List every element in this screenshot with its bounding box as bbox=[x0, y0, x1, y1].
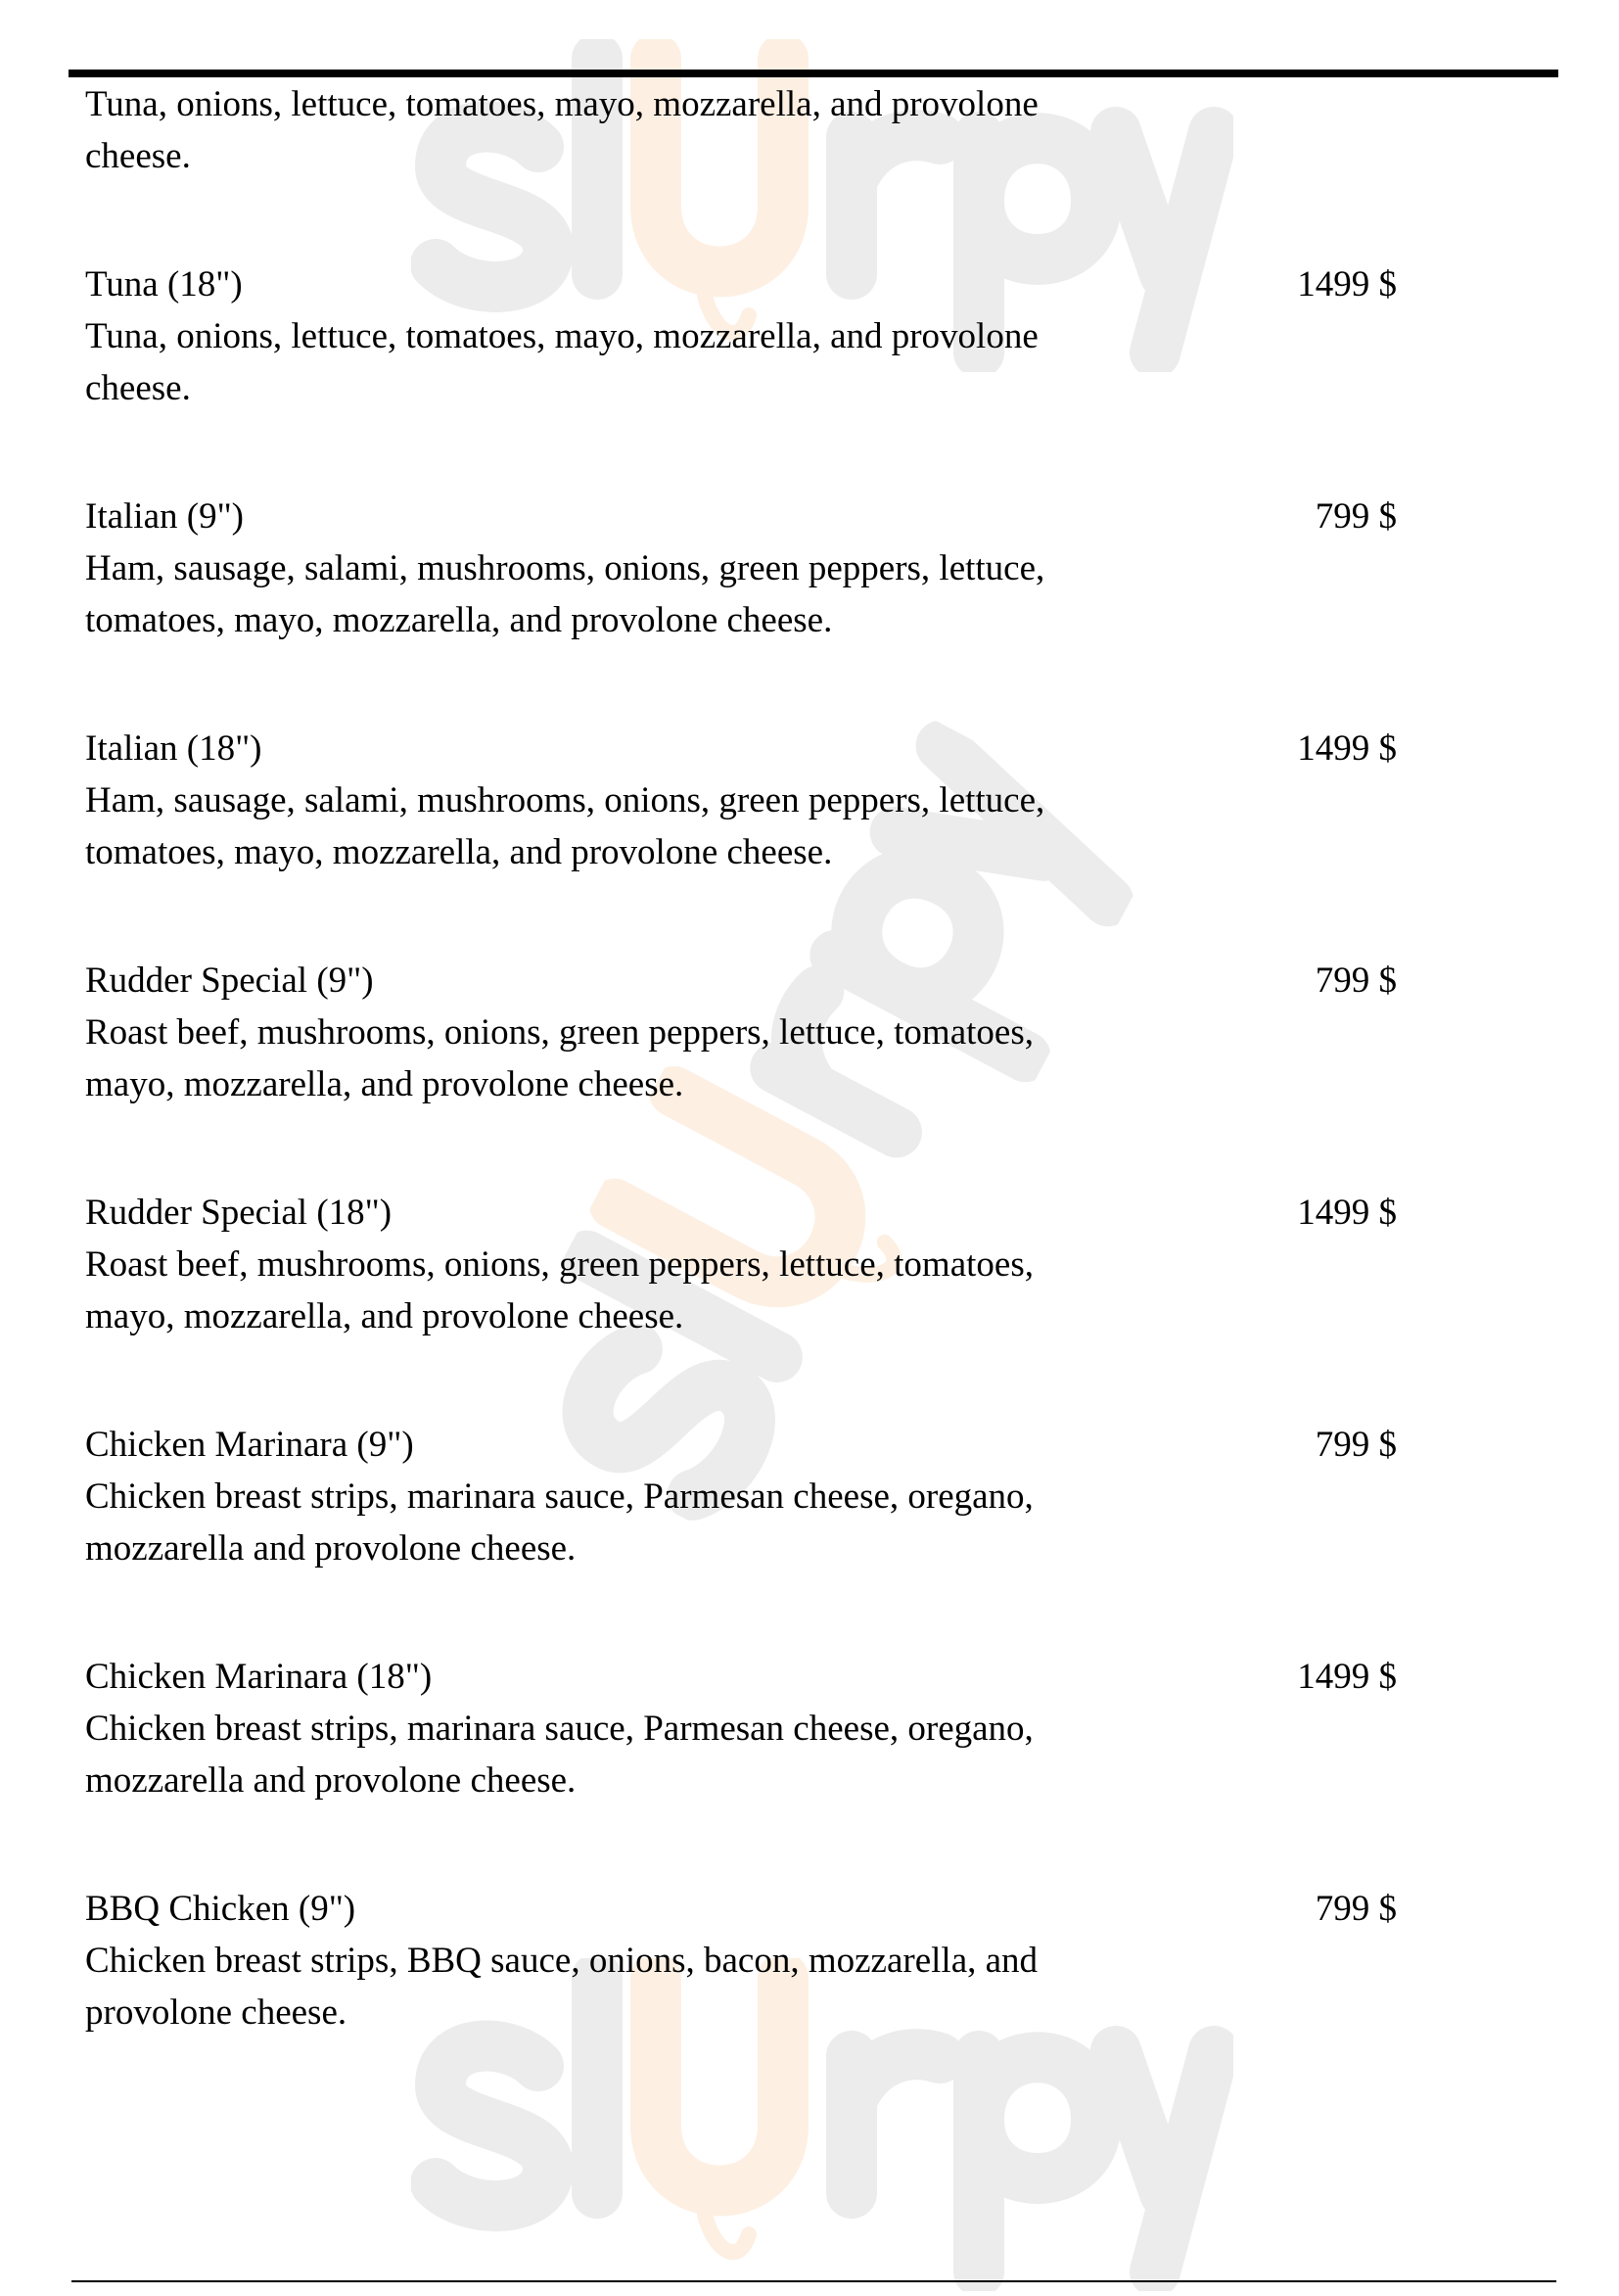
item-description: cheese. bbox=[85, 368, 191, 408]
item-description: Tuna, onions, lettuce, tomatoes, mayo, mozzarella, and provolone bbox=[85, 316, 1039, 356]
item-price: 1499 $ bbox=[1297, 1657, 1397, 1697]
item-description: Chicken breast strips, marinara sauce, Parmesan cheese, oregano, bbox=[85, 1476, 1034, 1517]
item-price: 1499 $ bbox=[1297, 1193, 1397, 1233]
item-description: mozzarella and provolone cheese. bbox=[85, 1528, 577, 1569]
item-description: Ham, sausage, salami, mushrooms, onions, green peppers, lettuce, bbox=[85, 548, 1045, 588]
item-name: BBQ Chicken (9") bbox=[85, 1889, 356, 1929]
menu-item bbox=[85, 258, 1397, 414]
menu-list bbox=[85, 78, 1397, 2038]
menu-item bbox=[85, 1419, 1397, 1574]
menu-item bbox=[85, 1883, 1397, 2038]
menu-item bbox=[85, 723, 1397, 878]
item-description: Roast beef, mushrooms, onions, green peppers, lettuce, tomatoes, bbox=[85, 1012, 1034, 1053]
item-price: 799 $ bbox=[1315, 961, 1397, 1001]
item-description: Roast beef, mushrooms, onions, green peppers, lettuce, tomatoes, bbox=[85, 1244, 1034, 1285]
item-description: Tuna, onions, lettuce, tomatoes, mayo, mozzarella, and provolone bbox=[85, 84, 1039, 124]
item-price: 799 $ bbox=[1315, 1425, 1397, 1465]
item-name: Chicken Marinara (9") bbox=[85, 1425, 414, 1465]
menu-item bbox=[85, 1187, 1397, 1342]
item-description: mayo, mozzarella, and provolone cheese. bbox=[85, 1064, 684, 1104]
item-name: Tuna (18") bbox=[85, 264, 243, 305]
item-price: 799 $ bbox=[1315, 1889, 1397, 1929]
bottom-divider bbox=[71, 2280, 1556, 2282]
item-description: provolone cheese. bbox=[85, 1992, 347, 2033]
item-description: Chicken breast strips, marinara sauce, Parmesan cheese, oregano, bbox=[85, 1709, 1034, 1749]
item-description: Ham, sausage, salami, mushrooms, onions, green peppers, lettuce, bbox=[85, 780, 1045, 820]
item-description: mozzarella and provolone cheese. bbox=[85, 1760, 577, 1801]
top-divider bbox=[69, 70, 1558, 77]
item-name: Italian (9") bbox=[85, 496, 245, 537]
item-description: cheese. bbox=[85, 136, 191, 176]
menu-item bbox=[85, 955, 1397, 1110]
menu-item bbox=[85, 1651, 1397, 1806]
item-name: Chicken Marinara (18") bbox=[85, 1657, 433, 1697]
menu-item bbox=[85, 491, 1397, 646]
item-name: Rudder Special (18") bbox=[85, 1193, 393, 1233]
item-name: Italian (18") bbox=[85, 728, 262, 769]
item-description: mayo, mozzarella, and provolone cheese. bbox=[85, 1296, 684, 1336]
item-description: tomatoes, mayo, mozzarella, and provolone cheese. bbox=[85, 600, 833, 640]
menu-item-partial bbox=[85, 78, 1397, 182]
item-name: Rudder Special (9") bbox=[85, 961, 374, 1001]
item-description: tomatoes, mayo, mozzarella, and provolone cheese. bbox=[85, 832, 833, 872]
menu-items bbox=[85, 258, 1397, 2038]
item-price: 1499 $ bbox=[1297, 264, 1397, 305]
item-price: 799 $ bbox=[1315, 496, 1397, 537]
item-description: Chicken breast strips, BBQ sauce, onions, bacon, mozzarella, and bbox=[85, 1941, 1039, 1981]
item-price: 1499 $ bbox=[1297, 728, 1397, 769]
